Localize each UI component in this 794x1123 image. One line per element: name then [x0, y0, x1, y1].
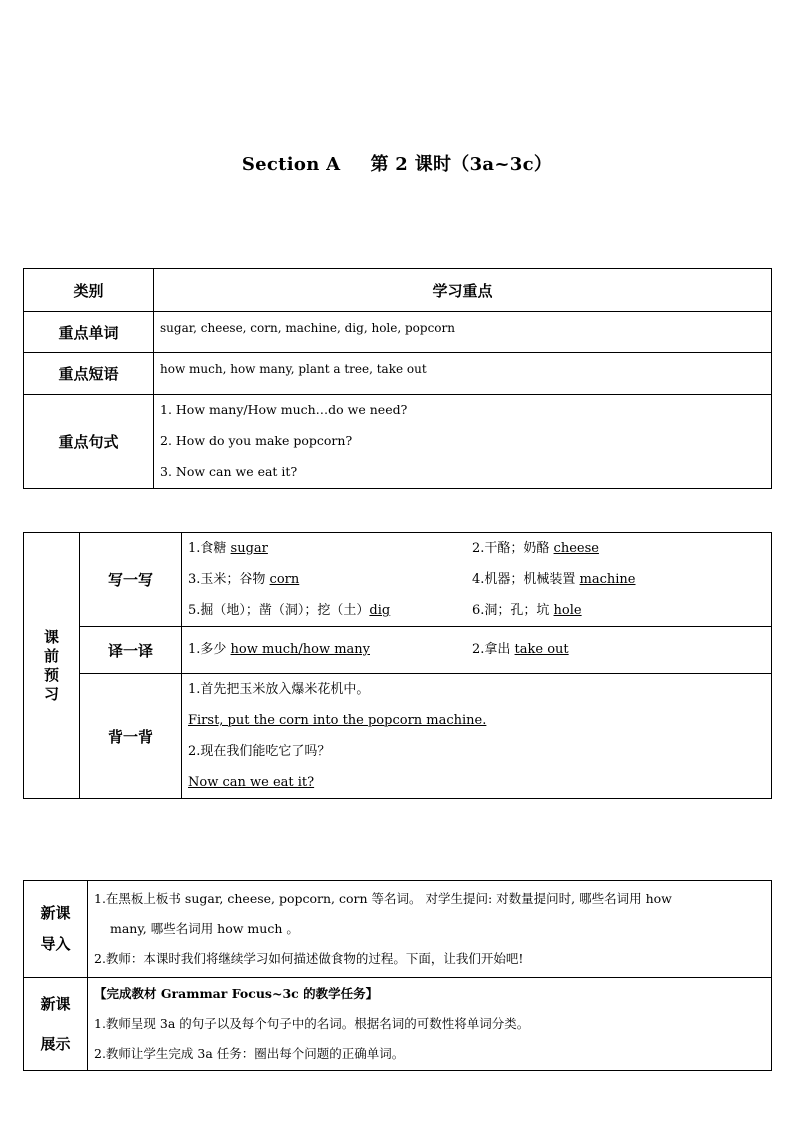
sentence-2: 2. How do you make popcorn?	[160, 433, 353, 448]
intro-line-1b: many, 哪些名词用 how much 。	[110, 921, 299, 936]
show-line-1: 1.教师呈现 3a 的句子以及每个句子中的名词。根据名词的可数性将单词分类。	[94, 1016, 530, 1031]
focus-content-phrases: how much, how many, plant a tree, take out	[154, 353, 772, 395]
lesson-show-row	[24, 978, 772, 1071]
recite-label: 背一背	[80, 674, 182, 799]
focus-content-words: sugar, cheese, corn, machine, dig, hole, popcorn	[154, 312, 772, 353]
recite-q2: 2.现在我们能吃它了吗？	[188, 744, 331, 759]
focus-row-phrases	[24, 353, 772, 395]
sentence-1: 1. How many/How much…do we need?	[160, 402, 408, 417]
sentence-3: 3. Now can we eat it?	[160, 464, 298, 479]
intro-line-2: 2.教师：本课时我们将继续学习如何描述做食物的过程。下面，让我们开始吧!	[94, 951, 524, 966]
show-label: 新课 展示	[24, 978, 88, 1071]
translate-item-2: 2.拿出 take out	[472, 642, 569, 657]
recite-q1: 1.首先把玉米放入爆米花机中。	[188, 682, 370, 697]
focus-row-sentences	[24, 395, 772, 489]
lesson-intro-row	[24, 881, 772, 978]
translate-content	[182, 627, 772, 674]
lesson-table	[23, 880, 772, 1071]
translate-item-1: 1.多少 how much/how many	[188, 642, 370, 657]
intro-content	[88, 881, 772, 978]
intro-label: 新课 导入	[24, 881, 88, 978]
page-title	[0, 150, 794, 176]
title-section: Section A	[241, 154, 341, 175]
preview-recite-row	[24, 674, 772, 799]
write-item-3: 3.玉米；谷物 corn	[188, 572, 300, 587]
title-lesson: 第 2 课时（3a~3c）	[370, 154, 553, 175]
focus-table	[23, 268, 772, 489]
show-content	[88, 978, 772, 1071]
preview-side-label: 课 前 预 习	[24, 533, 80, 799]
recite-content	[182, 674, 772, 799]
header-category: 类别	[24, 269, 154, 312]
write-label: 写一写	[80, 533, 182, 627]
focus-label-words: 重点单词	[24, 312, 154, 353]
write-content	[182, 533, 772, 627]
write-item-1: 1.食糖 sugar	[188, 541, 268, 556]
focus-label-phrases: 重点短语	[24, 353, 154, 395]
focus-row-words	[24, 312, 772, 353]
recite-a1: First, put the corn into the popcorn machine.	[188, 713, 487, 728]
show-line-2: 2.教师让学生完成 3a 任务：圈出每个问题的正确单词。	[94, 1046, 405, 1061]
header-focus: 学习重点	[154, 269, 772, 312]
preview-table	[23, 532, 772, 799]
focus-header-row	[24, 269, 772, 312]
focus-content-sentences	[154, 395, 772, 489]
recite-a2: Now can we eat it?	[188, 775, 315, 790]
translate-label: 译一译	[80, 627, 182, 674]
intro-line-1: 1.在黑板上板书 sugar, cheese, popcorn, corn 等名词。 对学生提问: 对数量提问时, 哪些名词用 how	[94, 891, 672, 906]
preview-translate-row	[24, 627, 772, 674]
write-item-2: 2.干酪；奶酪 cheese	[472, 541, 599, 556]
show-heading: 【完成教材 Grammar Focus~3c 的教学任务】	[94, 986, 379, 1001]
focus-label-sentences: 重点句式	[24, 395, 154, 489]
write-item-6: 6.洞；孔；坑 hole	[472, 603, 582, 618]
preview-write-row	[24, 533, 772, 627]
write-item-5: 5.掘（地）；凿（洞）；挖（土）dig	[188, 603, 391, 618]
write-item-4: 4.机器；机械装置 machine	[472, 572, 636, 587]
